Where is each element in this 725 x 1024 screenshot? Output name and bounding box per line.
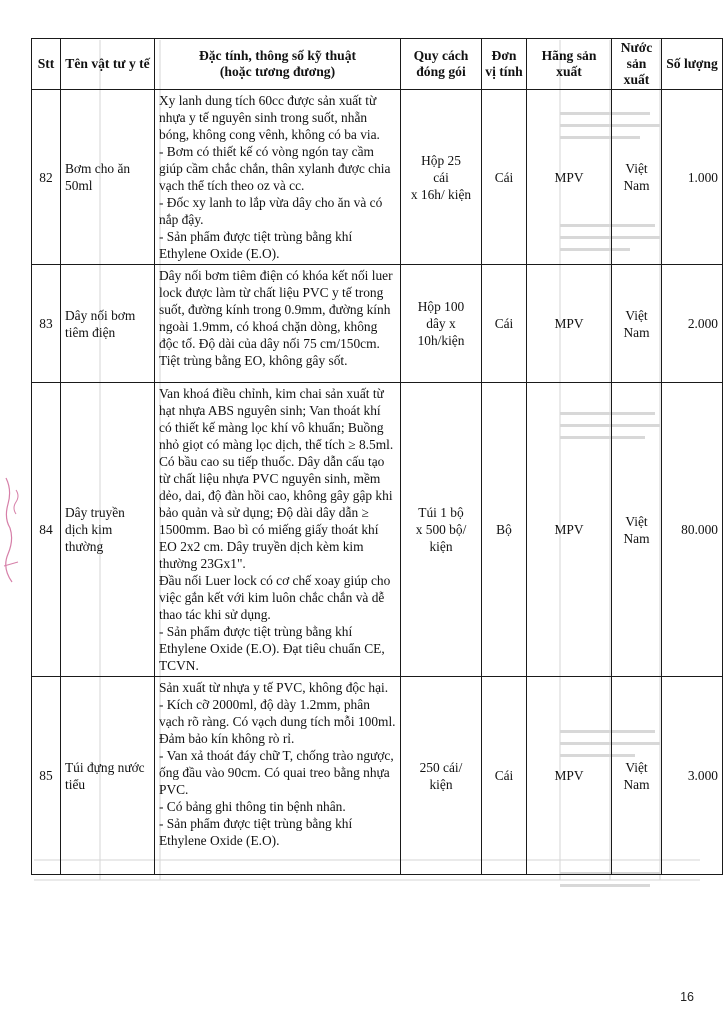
- row-country: [612, 677, 662, 875]
- header-packing-line: đóng gói: [416, 64, 466, 79]
- row-item-name: Dây nối bơm tiêm điện: [61, 265, 155, 383]
- spec-paragraph: Sản xuất từ nhựa y tế PVC, không độc hại.: [159, 680, 389, 695]
- row-quantity: 3.000: [662, 677, 723, 875]
- table-row: [32, 677, 723, 875]
- row-manufacturer: MPV: [527, 90, 612, 265]
- row-stt: 83: [32, 265, 61, 383]
- header-quantity: Số lượng: [662, 39, 723, 90]
- row-country: [612, 265, 662, 383]
- header-spec-line-1: Đặc tính, thông số kỹ thuật: [198, 48, 357, 63]
- row-unit: Cái: [482, 677, 527, 875]
- medical-supplies-spec-table: [31, 38, 723, 875]
- spec-paragraph: - Có bảng ghi thông tin bệnh nhân.: [159, 799, 346, 814]
- table-header: [32, 39, 723, 90]
- table-body: [32, 90, 723, 875]
- table-row: [32, 383, 723, 677]
- spec-paragraph: - Sản phẩm được tiệt trùng bằng khí Ethylene Oxide (E.O).: [159, 816, 356, 848]
- header-maker-line: Hãng sản: [541, 48, 597, 63]
- row-stt: 85: [32, 677, 61, 875]
- country-line: Nam: [623, 530, 650, 546]
- row-packing: [401, 90, 482, 265]
- packing-line: 250 cái/: [419, 759, 463, 775]
- table-row: [32, 90, 723, 265]
- spec-paragraph: Van khoá điều chỉnh, kim chai sản xuất từ hạt nhựa ABS nguyên sinh; Van thoát khí có thiết kế màng lọc khí vô khuẩn; Buồng nhỏ giọt có màng lọc dịch, thể tích ≥ 8.5ml. Có bầu cao su tiếp thuốc. Dây dẫn cấu tạo từ chất liệu nhựa PVC nguyên sinh, mềm dẻo, dai, độ đàn hồi cao, không gây gập khi bảo quản và sử dụng; Độ dài dây dẫn ≥ 1500mm. Bao bì có miếng giấy thoát khí EO 2x2 cm. Dây truyền dịch kèm kim thường 23Gx1".: [159, 386, 397, 571]
- header-maker-line: xuất: [556, 64, 582, 79]
- row-manufacturer: MPV: [527, 265, 612, 383]
- country-line: Việt: [625, 307, 648, 323]
- spec-paragraph: Xy lanh dung tích 60cc được sản xuất từ nhựa y tế nguyên sinh trong suốt, nhẵn bóng, không cong vênh, không có ba via.: [159, 93, 380, 142]
- row-country: [612, 383, 662, 677]
- header-manufacturer: [527, 39, 612, 90]
- header-stt: Stt: [32, 39, 61, 90]
- row-quantity: 80.000: [662, 383, 723, 677]
- row-country: [612, 90, 662, 265]
- row-specification: [155, 265, 401, 383]
- header-row: [32, 39, 723, 90]
- spec-paragraph: - Đốc xy lanh to lắp vừa dây cho ăn và có nắp đậy.: [159, 195, 386, 227]
- row-unit: Cái: [482, 265, 527, 383]
- packing-line: Hộp 25: [421, 152, 461, 168]
- packing-line: Túi 1 bộ: [418, 505, 464, 520]
- country-line: Việt: [625, 161, 648, 176]
- header-specification: [155, 39, 401, 90]
- row-packing: [401, 383, 482, 677]
- spec-paragraph: - Kích cỡ 2000ml, độ dày 1.2mm, phân vạch rõ ràng. Có vạch dung tích mỗi 100ml. Đảm bảo kín không rò rỉ.: [159, 697, 399, 746]
- country-line: Việt: [625, 759, 648, 775]
- spec-paragraph: - Van xả thoát đáy chữ T, chống trào ngược, ống đầu vào 90cm. Có quai treo bằng nhựa PVC.: [159, 748, 398, 797]
- row-packing: [401, 677, 482, 875]
- margin-handwritten-mark: [0, 470, 26, 590]
- header-country-line: xuất: [623, 72, 650, 87]
- packing-line: x 16h/ kiện: [410, 186, 472, 202]
- row-item-name: Bơm cho ăn 50ml: [61, 90, 155, 265]
- row-manufacturer: MPV: [527, 383, 612, 677]
- header-country-line: Nước: [620, 40, 653, 55]
- packing-line: cái: [433, 169, 449, 185]
- country-line: Việt: [625, 513, 648, 529]
- packing-line: kiện: [429, 539, 453, 554]
- row-stt: 84: [32, 383, 61, 677]
- packing-line: Hộp 100: [417, 299, 465, 314]
- header-spec-line-2: (hoặc tương đương): [219, 64, 336, 79]
- country-line: Nam: [623, 178, 650, 193]
- spec-paragraph: Đầu nối Luer lock có cơ chế xoay giúp cho việc gắn kết với kim luôn chắc chắn và dễ thao tác khi sử dụng.: [159, 573, 394, 622]
- row-packing: [401, 265, 482, 383]
- row-quantity: 2.000: [662, 265, 723, 383]
- row-quantity: 1.000: [662, 90, 723, 265]
- row-manufacturer: MPV: [527, 677, 612, 875]
- header-unit: [482, 39, 527, 90]
- header-country: [612, 39, 662, 90]
- row-specification: [155, 383, 401, 677]
- row-specification: [155, 90, 401, 265]
- packing-line: kiện: [429, 776, 453, 792]
- row-item-name: Dây truyền dịch kim thường: [61, 383, 155, 677]
- header-item-name: Tên vật tư y tế: [61, 39, 155, 90]
- header-packing: [401, 39, 482, 90]
- packing-line: 10h/kiện: [417, 333, 465, 348]
- row-unit: Bộ: [482, 383, 527, 677]
- row-item-name: Túi đựng nước tiểu: [61, 677, 155, 875]
- row-specification: [155, 677, 401, 875]
- page-number: 16: [680, 990, 694, 1004]
- spec-paragraph: - Bơm có thiết kế có vòng ngón tay cầm giúp cầm chắc chắn, thân xylanh được chia vạch thể tích theo oz và cc.: [159, 144, 394, 193]
- spec-paragraph: - Sản phẩm được tiệt trùng bằng khí Ethylene Oxide (E.O).: [159, 229, 356, 261]
- table-row: [32, 265, 723, 383]
- header-unit-line: Đơn: [491, 48, 517, 63]
- country-line: Nam: [623, 324, 650, 340]
- spec-paragraph: - Sản phẩm được tiệt trùng bằng khí Ethylene Oxide (E.O). Đạt tiêu chuẩn CE, TCVN.: [159, 624, 388, 673]
- country-line: Nam: [623, 776, 650, 792]
- row-stt: 82: [32, 90, 61, 265]
- header-unit-line: vị tính: [485, 64, 523, 79]
- header-country-line: sản: [626, 56, 647, 71]
- packing-line: dây x: [426, 316, 456, 331]
- header-packing-line: Quy cách: [413, 48, 469, 63]
- spec-paragraph: Dây nối bơm tiêm điện có khóa kết nối luer lock được làm từ chất liệu PVC y tế trong suốt, đường kính trong 0.9mm, đường kính ngoài 1.9mm, có khoá chặn dòng, không độc tố. Độ dài của dây nối 75 cm/150cm. Tiệt trùng bằng EO, không gây sốt.: [159, 268, 396, 368]
- row-unit: Cái: [482, 90, 527, 265]
- packing-line: x 500 bộ/: [415, 522, 467, 537]
